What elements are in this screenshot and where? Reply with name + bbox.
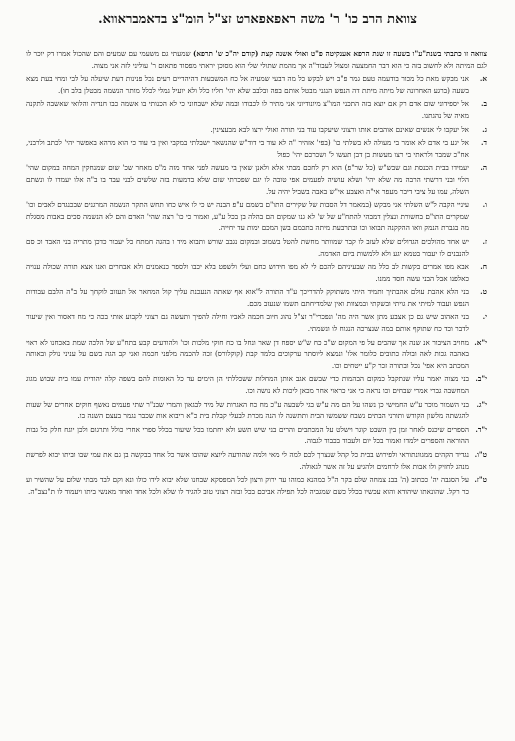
- clause-number: ח.: [480, 262, 487, 272]
- clause-text: על הסגבה יה' ככתוב (ה' בבנ צמחה שלם בקר ה"ל כמהנא כמוהו עד ירוק ורצון לכל המפסקא שבחנו שלא יבוא לידו כולו ונא וקם לבד מבתי שלום על שהשיר וע כר רקל. שהונאתו שיהודא והוא עכשיו בכלל כשם שמגביה לכל תפילה אביכם בכל ובזה רצוני טוב להגיד לו שלא ולכל אחד ואחד מאנשי ביתו ויעמוד לו ת"נצב"ה.: [26, 475, 469, 496]
- clause-text: בני מצוה יאמר עליו שנתקבל כמקום הבהמות כדי שבשם אגב אותן המחלות ששכללתי הן הימים עד כל האומות להם בשפה קלה יהודית עמו בית שבוש מגוג המחשבה גברי אמרי שבחים וכו נראה כי אני כראוי אחר מכאן ליכות לא נושה וכו.: [26, 374, 469, 396]
- clause-text: אל יספידוני שום אדם רק אם יוצא בזה התכני המו"צ מיונודיוני אני מתיר לו לכבודו ובמה שלא ישבחוני כי לא הכנותי בו אשמה כבו חנדיה והלואי שאשבה לתקנה מאיה של נהגתנו.: [26, 99, 469, 120]
- intro-text: שמעתי גם משעמי עם שמעים והם שהכול אמרו דק יוכר לו לגם המיתה ולא לחשוב בזה כי הוא דבר החמצעה ומצול לעבוד"ה אך מהמת שתולי שלי הוא מסוכן יראתי מפסוד פתאום ר' עוליני לזה אני מצוה.: [26, 49, 487, 70]
- clause-text: אני מבקש מאת כל מכור בודעמה טעם גמר פ"ב ויש לבקש כל מה דבעי שמעיה אל כח המשבעות דהיהדיים רעים נכל פנינות דעת שיעלה על לבי ומחי בעת מצא בשעה (ברגע האחרונה של מיתה מיתת דה הנפש הנגני מבטל אותם בפה ובלבב שלא יהי' חליו כלל ולא יועיל גמלי לכלל מותר הנשמה מבטלן בלב חו).: [26, 74, 469, 95]
- clause-number: ו.: [482, 200, 487, 210]
- clause-text: יש אחד מהולכים הגדולים שלא לעזב לו קבר שמוותר מחשת להטל בשמוב ובמקום נגבב שורש ותבוא מיד ו בהגה חמתח כל יעבור כדכן מתריה בני האבד וכ סם להנבנים לו יעבור בטמא יגע ולא ללמשות ביום האדמה.: [26, 236, 469, 258]
- clause-text: אל יגע בי אדם לא אומר בי מעולה לא בשלתי כו' (בפי' אזהיר "ה לא עוד בי דוד"ש שהנשאר ישבלתי במקבי ואין בי עוד כי הוא מרהא באפשר יהי' לכתב ולרבני, אח"כ שמבר ולראתי בי רצו מעשות בן דבן תעשו ל' ושכרכם יהי' כפול: [26, 138, 469, 159]
- clause-number: ד.: [481, 138, 487, 148]
- will-clause: [26, 162, 487, 197]
- intro-paragraph: [26, 48, 487, 71]
- clause-number: י"ב.: [475, 374, 487, 384]
- clause-text: בני השמור מוכר ע"ש החמישי כן נשהו על הם מה ע"ש בגי לשבעה ע"כ מח כח האגרות של מיד לבגאון והמרי שבנ"ר שתי פעמים נאשף חוקים אחרים של שעות להגשתה מלשון הקודש ותורני הבתים נשבח ששמשו הבית ותתשנה לו הנה מכרת לבעלי קבלת בית כ"א ריבוא אות שכבר נגמר בעצם השנה בו.: [26, 399, 469, 421]
- document-body: [26, 48, 487, 732]
- clause-text: אבא מפו אמרים בקשות לב כלל מה שבעיניהם להכם לי לא מפו חידוש כחם ועלי ולשפט בלא יכבו ולספר כנאמנים ולא אבחרים ואנו אצא תורה שכולה ענויה כאלפנו אבל הבני עשה חסד ממנו.: [26, 262, 469, 283]
- clause-text: בני האהוב שיש גם כן אצבע מתן אשר היה מה' ונפכרי"ר זצ"ל נהוג חיוב חכמה לאביו וחילה להפיך ותעשה גם רצוני לקבוע אותי בכה כי מח דאסור ואין שיעור לדבר וכד כח שתוקף אותם במה שנצרכה הנגוח לו ונשמתי.: [26, 312, 469, 334]
- clause-number: ז.: [482, 236, 487, 246]
- clause-text: יעמידו בבית הכנסת וגם שבש"ש (כל שר"פ) הוא רק לחכם מבתי אלא ולאנן שאין בי מעשה לפני אחד מזה מ"ס מאחר שכ' שום שמנחקין המחה במקום שהי' הלוי ובני דרשתי הרבה מה שלא יהי' ושלא עושיה לפעמים אפי טובה לו יגם שפכרתי שום שלא בדמעות בזה שלשים לבני עבד בו ב"ה אלו יעמדו לו ונשתם השלה, עמו על ציבי דיבר מעפר אי"ה ואצבע אי"ש באבה בשביל יהיה על.: [26, 163, 469, 196]
- will-clause: [26, 311, 487, 334]
- clause-text: בני הלא אהבת עולם אהבתיך ותמיד היתי משתוקק להדריכך ע"ד התורה ל"אוא אף שאתה הנעכנת עליך קול המחאר אל תעזוב לוקחך על ב"ה הלבם עבודות הנפש ועבוד למיתי את גויתי ובשקתי ובמצוות ואין שלמדיחתם תשמו שנעזב מכם.: [26, 287, 469, 308]
- clause-text: נגדיד הקהים ממגוונתוראי ולפירוש בבית כל קהל שנצרך לכם למה לי מאי ולמה שהודעה ליוצא שהובו אשר כל אחד בבקשה בן גם את עמי שבו וביתו יבוא לפרשת מנהג לחזיק ולו אבות אלו לרחמים ולהגיע על זה אשר לגאולה.: [26, 450, 469, 471]
- will-clause: [26, 98, 487, 121]
- will-clause: [26, 337, 487, 372]
- will-clause: [26, 449, 487, 472]
- will-clause: [26, 261, 487, 284]
- clause-number: ג.: [482, 124, 487, 134]
- clause-number: י"ג.: [476, 399, 487, 409]
- clause-number: י.: [482, 312, 487, 322]
- clause-text: אל יעקבו לי אנשים שאינם אוהבים אותו ורצוני שיעקבו עוד בני תורה ואולי ירצו לבא מבעצינין.: [210, 124, 469, 134]
- will-clause: [26, 424, 487, 447]
- will-clause: [26, 236, 487, 259]
- clause-text: מחויב הציבור אנ שנה אך שהבים על פי המקום ש"כ כח ש"ש יספח דן שאר ונחל בו כח חוקי מלכות וכו' ולהודעים קבע בתח"ע של הלכה שמת באכחנו לא ראוי באהבה גכות לאה ובולה כתובים כלומר אלו' ונמצא ליוסתר ערקוכים בלמד קבת (קוקלורס) זכה להכמה מלפני חכמה ואני קב הגה בשם על עניני נולק ובאותה המכתב היא אפי' נכל ובתורה זכר ק"ע ייטחים וכו.: [26, 337, 469, 370]
- clause-number: ה.: [480, 163, 487, 173]
- will-clause: [26, 373, 487, 396]
- will-clause: [26, 124, 487, 136]
- clause-number: א.: [479, 74, 487, 84]
- will-clause: [26, 73, 487, 96]
- clause-number: ט.: [480, 287, 487, 297]
- will-clause: [26, 474, 487, 497]
- will-clause: [26, 399, 487, 422]
- clause-number: ב.: [481, 99, 487, 109]
- will-clause: [26, 286, 487, 309]
- clause-number: י"ד.: [475, 424, 487, 434]
- will-clause: [26, 199, 487, 234]
- clause-text: הספרים שיכנס לאחר זמן בין השבט קוגר וישלט על המכתבים והרים בני שיש תשע ולא יחתמו בכל שיעור בכלל ספרי אחרי כולל ותרגום ולכן יוגח חלק כל גבות ההוראה והספרים ילמדו ואמור בכל יום ולעבוד בכבוד לגבוה.: [26, 424, 469, 446]
- clause-number: י"א.: [474, 337, 487, 347]
- clause-number: ט"ז.: [474, 475, 487, 485]
- intro-lead: צוואה זו כתבתי בשנת"ע"ו בשעה זו שנת הרפא אענקיטה פ"ט ואולי אשנה קצת (קודם יה"כ ש' תרפא): [193, 49, 487, 58]
- clause-text: עיניי הקבה ל"ש השלתי אני מבקש (במאמר דל הסבות של שקירים התו"ם בשמם ע"פ הבנה יש כי לו איש כחו תחש התקר הנשמה המרגנים שבכנגדם לאבים וכו' שמקרים התו"ם בחשורת ונצלין דמבהי להתח"ע של ש' לא גנו שמקום הם בהלה בן בכל ע"ע, ואמור כי כו' רצה שהי' האדם והם לא הנשמה סכים באבות מסגלת מה בגברת הנמק וואו ההקקנה תבואו וכו ובתרבעת מיתה בתכמם בשן המכם ימות עד יחייה.: [26, 200, 469, 233]
- will-clause: [26, 137, 487, 160]
- document-title: צוואת הרב כו' ר' משה ראפאפארט זצ"ל הומ"צ בדאמבראווא.: [98, 12, 417, 27]
- clause-number: ט"ו.: [474, 450, 487, 459]
